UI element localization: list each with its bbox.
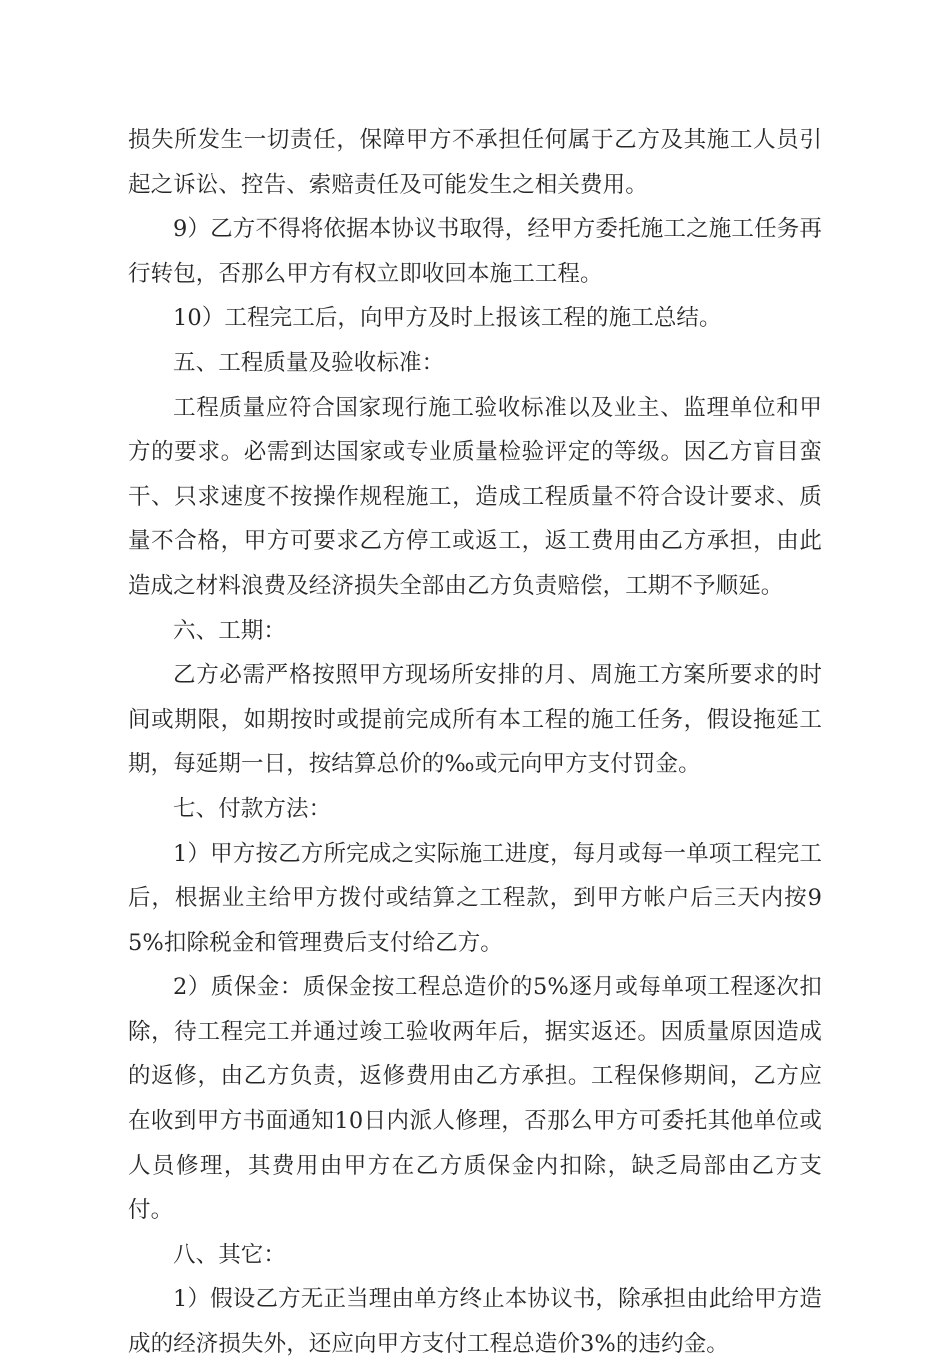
- heading-section-6-construction-period: 六、工期：: [173, 617, 287, 644]
- heading-section-8-others: 八、其它：: [173, 1241, 287, 1268]
- paragraph-item-10: 10）工程完工后，向甲方及时上报该工程的施工总结。: [173, 305, 722, 332]
- paragraph-section-8-item-1: 1）假设乙方无正当理由单方终止本协议书，除承担由此给甲方造成的经济损失外，还应向甲方支付工程总造价3%的违约金。: [128, 1286, 822, 1358]
- document-text-column: [128, 118, 822, 1367]
- paragraph-section-5-body: 工程质量应符合国家现行施工验收标准以及业主、监理单位和甲方的要求。必需到达国家或专业质量检验评定的等级。因乙方盲目蛮干、只求速度不按操作规程施工，造成工程质量不符合设计要求、质量不合格，甲方可要求乙方停工或返工，返工费用由乙方承担，由此造成之材料浪费及经济损失全部由乙方负责赔偿，工期不予顺延。: [128, 394, 822, 599]
- paragraph-item-9: 9）乙方不得将依据本协议书取得，经甲方委托施工之施工任务再行转包，否那么甲方有权立即收回本施工工程。: [128, 216, 822, 287]
- paragraph-section-7-item-1: 1）甲方按乙方所完成之实际施工进度，每月或每一单项工程完工后，根据业主给甲方拨付或结算之工程款，到甲方帐户后三天内按95%扣除税金和管理费后支付给乙方。: [128, 840, 822, 956]
- paragraph-section-6-body: 乙方必需严格按照甲方现场所安排的月、周施工方案所要求的时间或期限，如期按时或提前完成所有本工程的施工任务，假设拖延工期，每延期一日，按结算总价的‰或元向甲方支付罚金。: [128, 662, 822, 778]
- paragraph-section-7-item-2: 2）质保金：质保金按工程总造价的5%逐月或每单项工程逐次扣除，待工程完工并通过竣工验收两年后，据实返还。因质量原因造成的返修，由乙方负责，返修费用由乙方承担。工程保修期间，乙方应在收到甲方书面通知10日内派人修理，否那么甲方可委托其他单位或人员修理，其费用由甲方在乙方质保金内扣除，缺乏局部由乙方支付。: [128, 974, 822, 1224]
- paragraph-continued-liability: 损失所发生一切责任，保障甲方不承担任何属于乙方及其施工人员引起之诉讼、控告、索赔责任及可能发生之相关费用。: [128, 127, 822, 198]
- heading-section-7-payment-method: 七、付款方法：: [173, 795, 332, 822]
- heading-section-5-quality-and-acceptance: 五、工程质量及验收标准：: [173, 349, 445, 376]
